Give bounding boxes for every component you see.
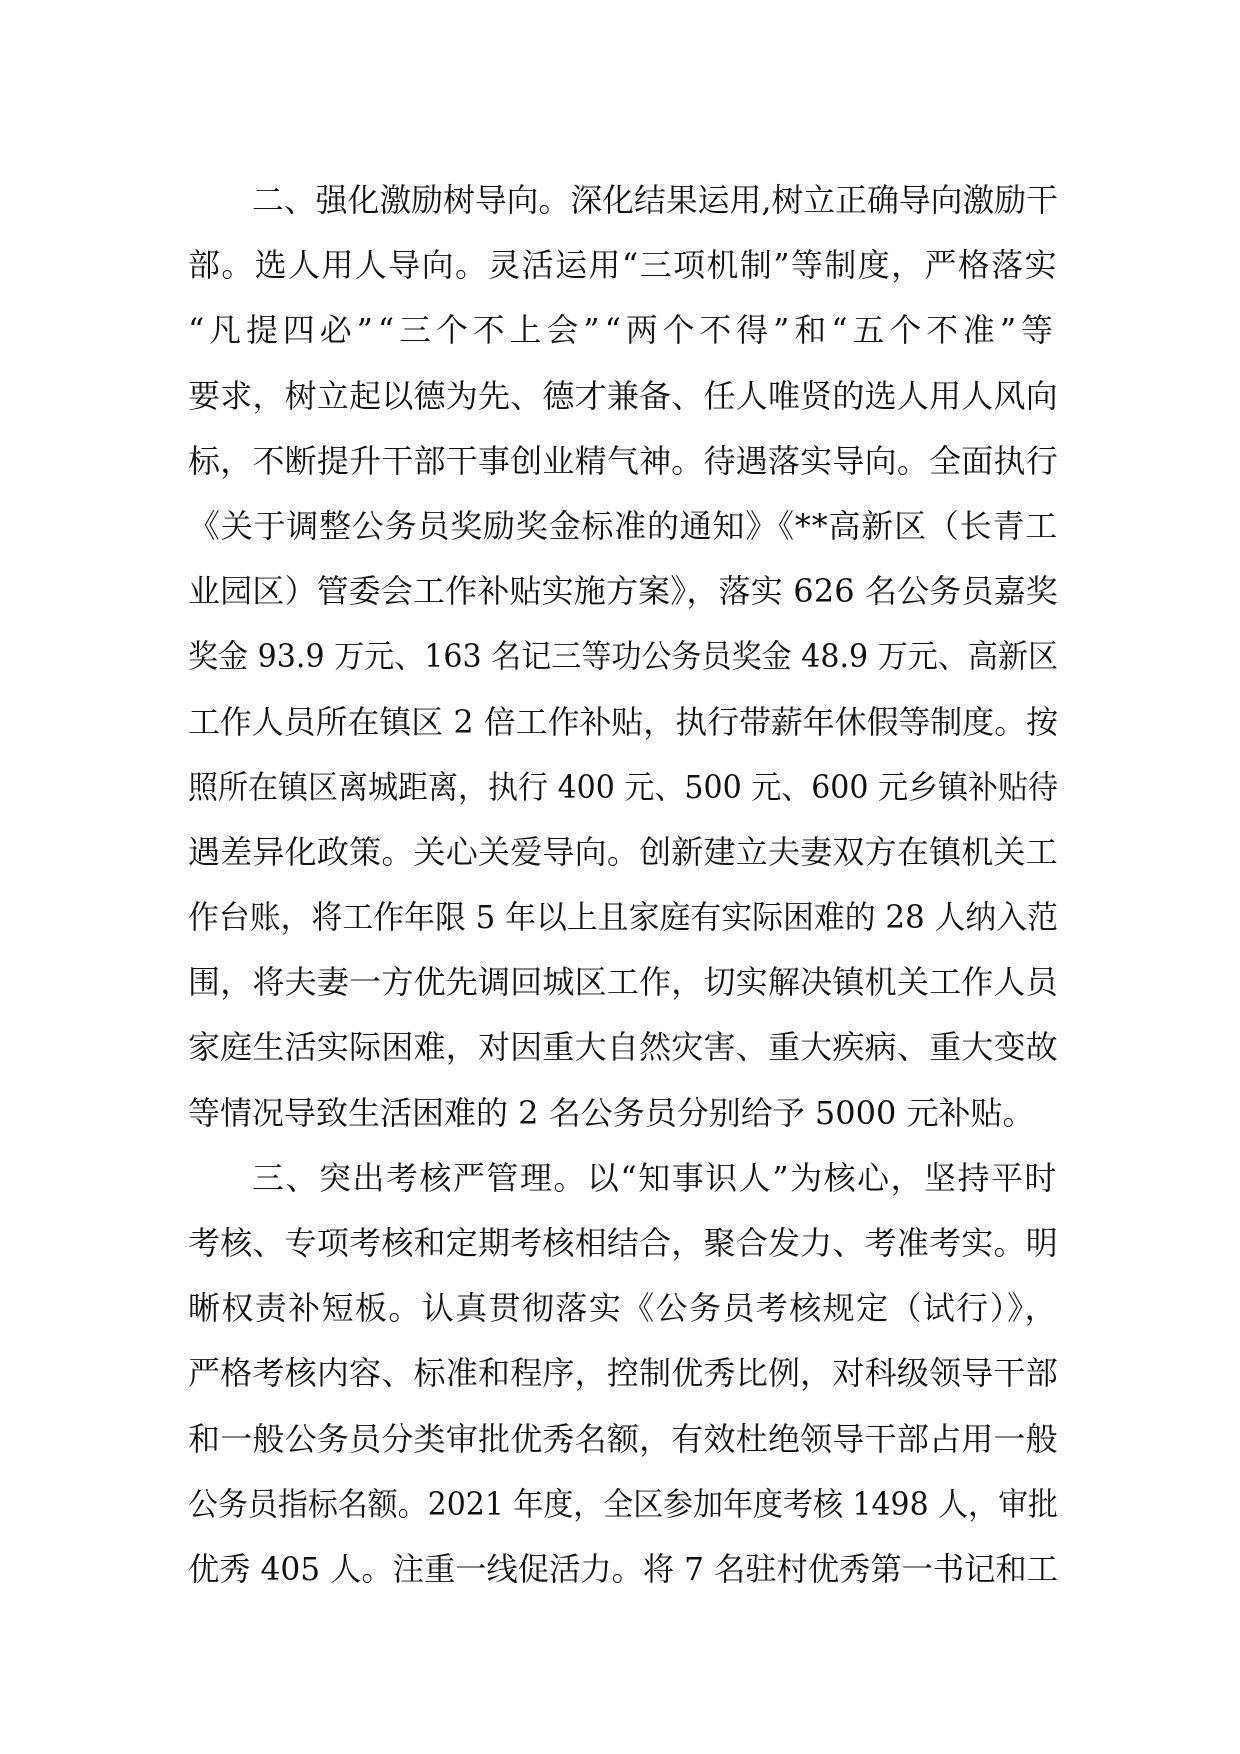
text-line: “凡提四必”“三个不上会”“两个不得”和“五个不准”等 xyxy=(188,311,1058,350)
text-line: 奖金 93.9 万元、163 名记三等功公务员奖金 48.9 万元、高新区 xyxy=(188,637,1059,676)
text-line: 要求，树立起以德为先、德才兼备、任人唯贤的选人用人风向 xyxy=(188,376,1058,415)
text-line: 严格考核内容、标准和程序，控制优秀比例，对科级领导干部 xyxy=(188,1354,1058,1393)
text-line: 标，不断提升干部干事创业精气神。待遇落实导向。全面执行 xyxy=(188,441,1058,480)
text-line: 等情况导致生活困难的 2 名公务员分别给予 5000 元补贴。 xyxy=(188,1093,1035,1132)
text-line: 家庭生活实际困难，对因重大自然灾害、重大疾病、重大变故 xyxy=(188,1028,1058,1067)
text-line: 和一般公务员分类审批优秀名额，有效杜绝领导干部占用一般 xyxy=(188,1419,1058,1458)
text-line: 工作人员所在镇区 2 倍工作补贴，执行带薪年休假等制度。按 xyxy=(188,702,1059,741)
text-line: 公务员指标名额。2021 年度，全区参加年度考核 1498 人，审批 xyxy=(188,1484,1059,1523)
text-line: 三、突出考核严管理。以“知事识人”为核心，坚持平时 xyxy=(252,1158,1059,1197)
text-line: 晰权责补短板。认真贯彻落实《公务员考核规定（试行）》， xyxy=(188,1289,1058,1328)
text-line: 部。选人用人导向。灵活运用“三项机制”等制度，严格落实 xyxy=(188,246,1059,285)
text-line: 考核、专项考核和定期考核相结合，聚合发力、考准考实。明 xyxy=(188,1224,1058,1262)
text-line: 遇差异化政策。关心关爱导向。创新建立夫妻双方在镇机关工 xyxy=(188,832,1058,871)
text-line: 二、强化激励树导向。深化结果运用,树立正确导向激励干 xyxy=(252,181,1058,219)
text-line: 《关于调整公务员奖励奖金标准的通知》《**高新区（长青工 xyxy=(188,506,1059,545)
text-line: 业园区）管委会工作补贴实施方案》，落实 626 名公务员嘉奖 xyxy=(188,572,1058,611)
text-line: 围，将夫妻一方优先调回城区工作，切实解决镇机关工作人员 xyxy=(188,963,1058,1002)
text-line: 优秀 405 人。注重一线促活力。将 7 名驻村优秀第一书记和工 xyxy=(188,1549,1059,1588)
paragraph-assessment xyxy=(188,1146,1058,1602)
text-line: 照所在镇区离城距离，执行 400 元、500 元、600 元乡镇补贴待 xyxy=(188,767,1059,806)
document-page xyxy=(188,168,1058,1602)
text-line: 作台账，将工作年限 5 年以上且家庭有实际困难的 28 人纳入范 xyxy=(188,898,1059,937)
paragraph-incentive xyxy=(188,168,1058,1146)
